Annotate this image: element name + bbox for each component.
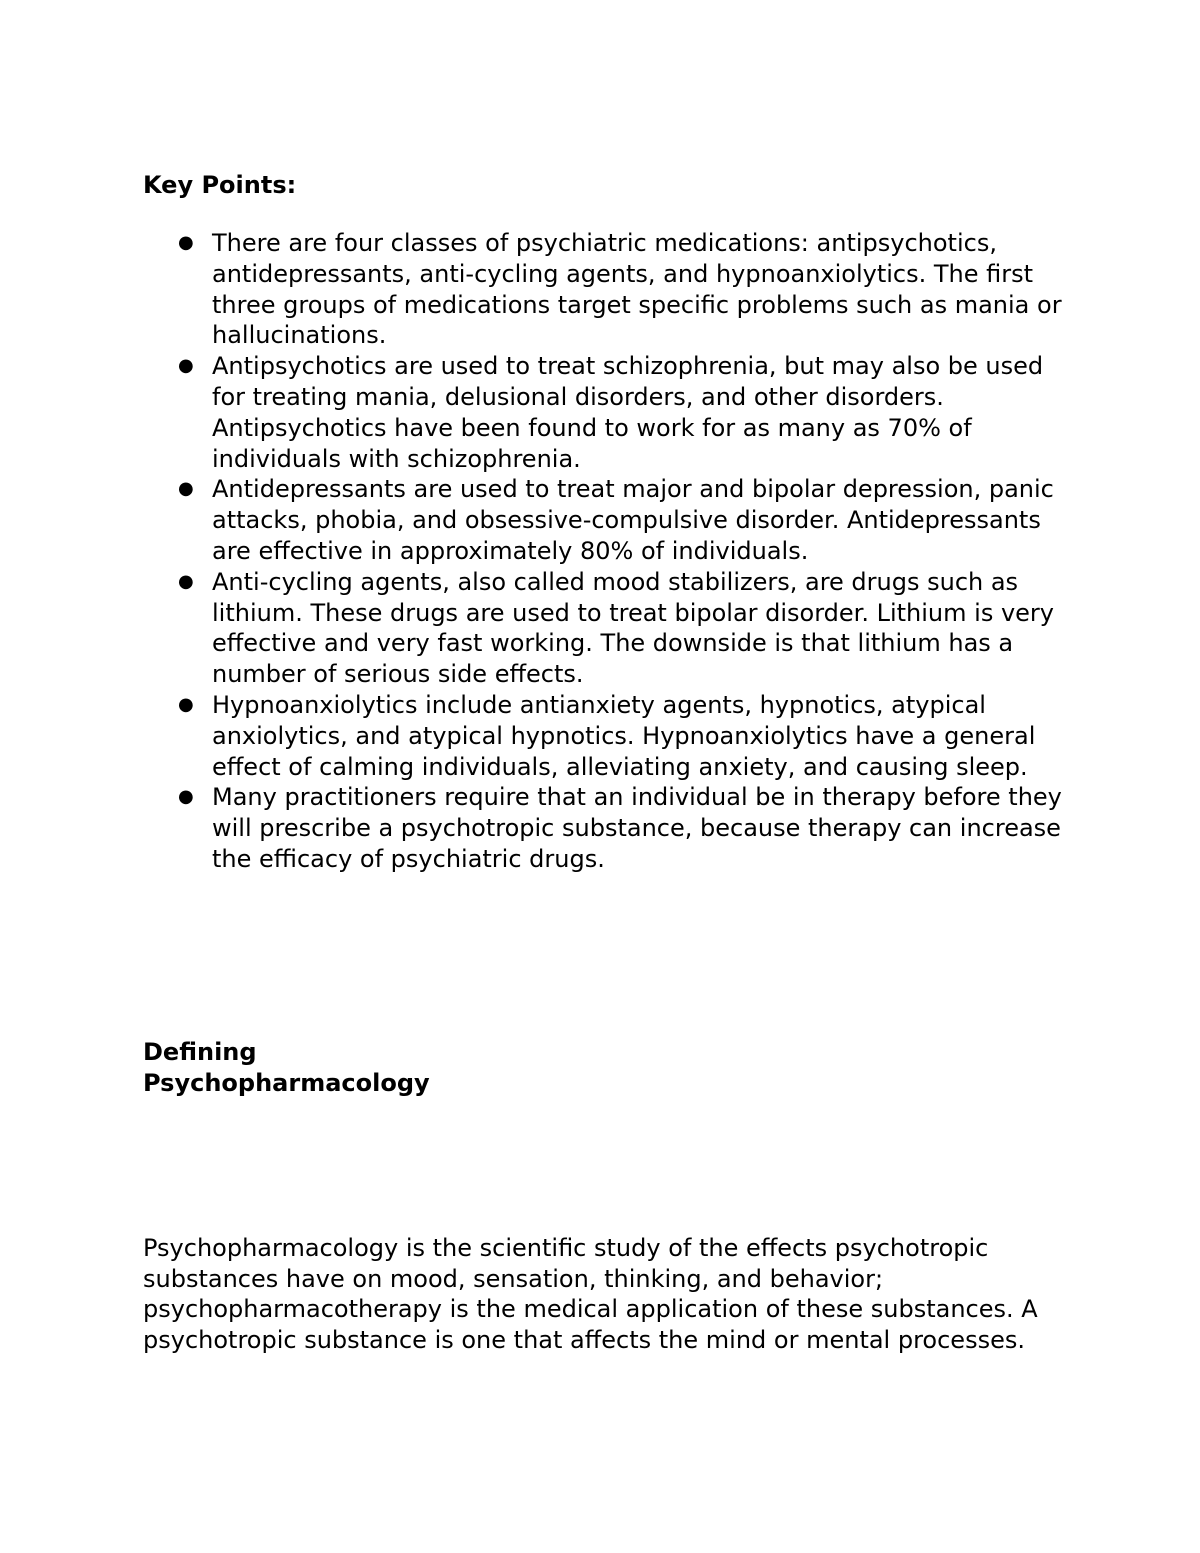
bullet-icon: ●: [178, 786, 194, 808]
list-item-text: There are four classes of psychiatric medications: antipsychotics, antidepressants, anti-cycling agents, and hypnoanxiolytics. The first three groups of medications target specific problems such as mania or hallucinations.: [212, 229, 1062, 350]
list-item: [143, 782, 1073, 874]
bullet-icon: ●: [178, 693, 194, 715]
bullet-icon: ●: [178, 570, 194, 592]
list-item: [143, 351, 1073, 474]
section-heading-line1: Defining: [143, 1038, 257, 1066]
list-item-text: Many practitioners require that an individual be in therapy before they will prescribe a psychotropic substance, because therapy can increase the efficacy of psychiatric drugs.: [212, 783, 1062, 873]
section-heading: [143, 1037, 543, 1099]
key-points-heading: Key Points:: [143, 171, 297, 199]
section-paragraph: Psychopharmacology is the scientific study of the effects psychotropic substances have on mood, sensation, thinking, and behavior; psychopharmacotherapy is the medical application of these substances. A psychotropic substance is one that affects the mind or mental processes.: [143, 1234, 1038, 1354]
key-points-list: [143, 228, 1073, 875]
bullet-icon: ●: [178, 355, 194, 377]
section-heading-line2: Psychopharmacology: [143, 1069, 430, 1097]
list-item-text: Antipsychotics are used to treat schizophrenia, but may also be used for treating mania, delusional disorders, and other disorders. Antipsychotics have been found to work for as many as 70% of individuals with schizophrenia.: [212, 352, 1044, 473]
list-item-text: Hypnoanxiolytics include antianxiety agents, hypnotics, atypical anxiolytics, and atypical hypnotics. Hypnoanxiolytics have a general effect of calming individuals, alleviating anxiety, and causing sleep.: [212, 690, 1036, 781]
list-item-text: Antidepressants are used to treat major and bipolar depression, panic attacks, phobia, and obsessive-compulsive disorder. Antidepressants are effective in approximately 80% of individuals.: [212, 475, 1054, 565]
bullet-icon: ●: [178, 478, 194, 500]
list-item-text: Anti-cycling agents, also called mood stabilizers, are drugs such as lithium. These drugs are used to treat bipolar disorder. Lithium is very effective and very fast working. The downside is that lithium has a number of serious side effects.: [212, 567, 1054, 689]
list-item: [143, 474, 1073, 566]
list-item: [143, 228, 1073, 351]
list-item: [143, 567, 1073, 690]
bullet-icon: ●: [178, 232, 194, 253]
list-item: [143, 690, 1073, 782]
